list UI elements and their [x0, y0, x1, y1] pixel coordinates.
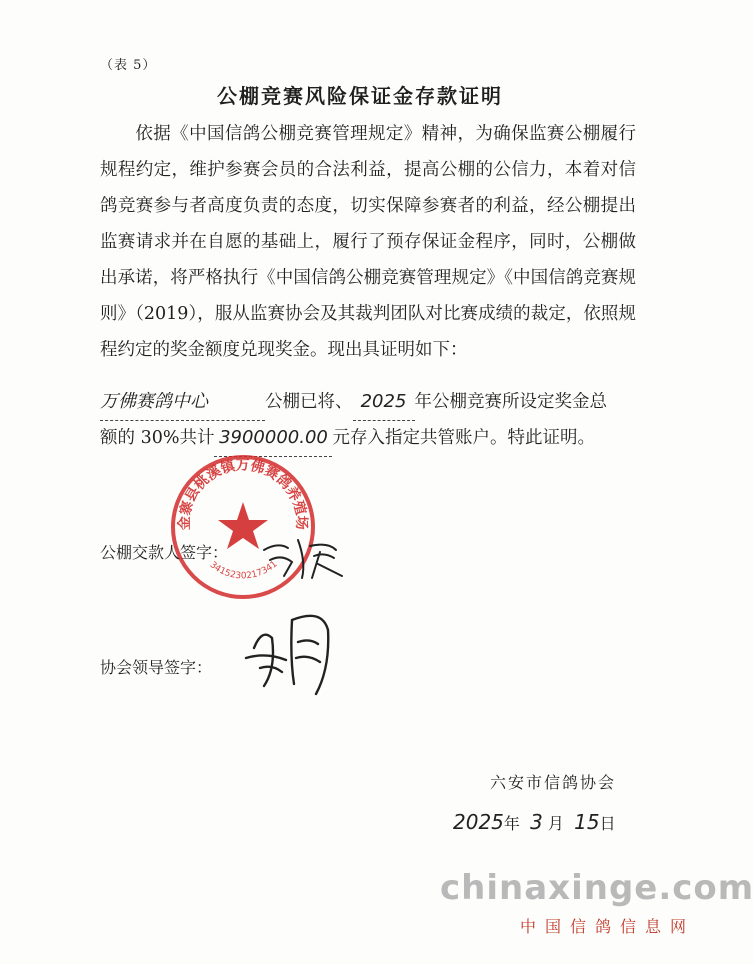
- loft-suffix-text: 公棚已将、: [265, 392, 353, 412]
- site-watermark-cn: 中国信鸽信息网: [520, 917, 696, 936]
- date-day-unit: 日: [599, 814, 616, 833]
- leader-signature-label: 协会领导签字：: [100, 658, 213, 677]
- document-title: 公棚竞赛风险保证金存款证明: [217, 84, 503, 108]
- body-paragraph: [100, 116, 636, 368]
- date-year-unit: 年: [503, 814, 520, 833]
- leader-signature: [232, 608, 342, 698]
- issue-date: [453, 810, 616, 834]
- payer-signature: [258, 532, 348, 582]
- amount-prefix-text: 额的 30%共计: [100, 428, 215, 448]
- svg-text:金寨县桃溪镇万佛赛鸽养殖场: 金寨县桃溪镇万佛赛鸽养殖场: [176, 457, 310, 531]
- paragraph-text: 依据《中国信鸽公棚竞赛管理规定》精神，为确保监赛公棚履行规程约定，维护参赛会员的合法利益，提高公棚的公信力，本着对信鸽竞赛参与者高度负责的态度，切实保障参赛者的利益，经公棚提出监赛请求并在自愿的基础上，履行了预存保证金程序，同时，公棚做出承诺，将严格执行《中国信鸽公棚竞赛管理规定》《中国信鸽竞赛规则》（2019），服从监赛协会及其裁判团队对比赛成绩的裁定，依照规程约定的奖金额度兑现奖金。现出具证明如下：: [100, 124, 636, 360]
- amount-suffix-text: 元存入指定共管账户。特此证明。: [332, 428, 595, 448]
- year-handwritten: 2025: [353, 384, 415, 421]
- date-day: 15: [574, 810, 600, 834]
- loft-name-handwritten: 万佛赛鸽中心: [100, 384, 265, 421]
- date-month: 3: [530, 810, 543, 834]
- fill-line-1: [100, 384, 660, 421]
- table-number: （表 5）: [100, 58, 157, 73]
- year-suffix-text: 年公棚竞赛所设定奖金总: [414, 392, 607, 412]
- date-month-unit: 月: [547, 814, 564, 833]
- payer-signature-label: 公棚交款人签字：: [100, 543, 229, 562]
- issuing-organization: 六安市信鸽协会: [490, 773, 617, 792]
- site-watermark: chinaxinge.com: [440, 868, 754, 908]
- amount-handwritten: 3900000.00: [214, 420, 332, 457]
- date-year: 2025: [453, 810, 504, 834]
- svg-text:3415230217341: 3415230217341: [207, 559, 280, 582]
